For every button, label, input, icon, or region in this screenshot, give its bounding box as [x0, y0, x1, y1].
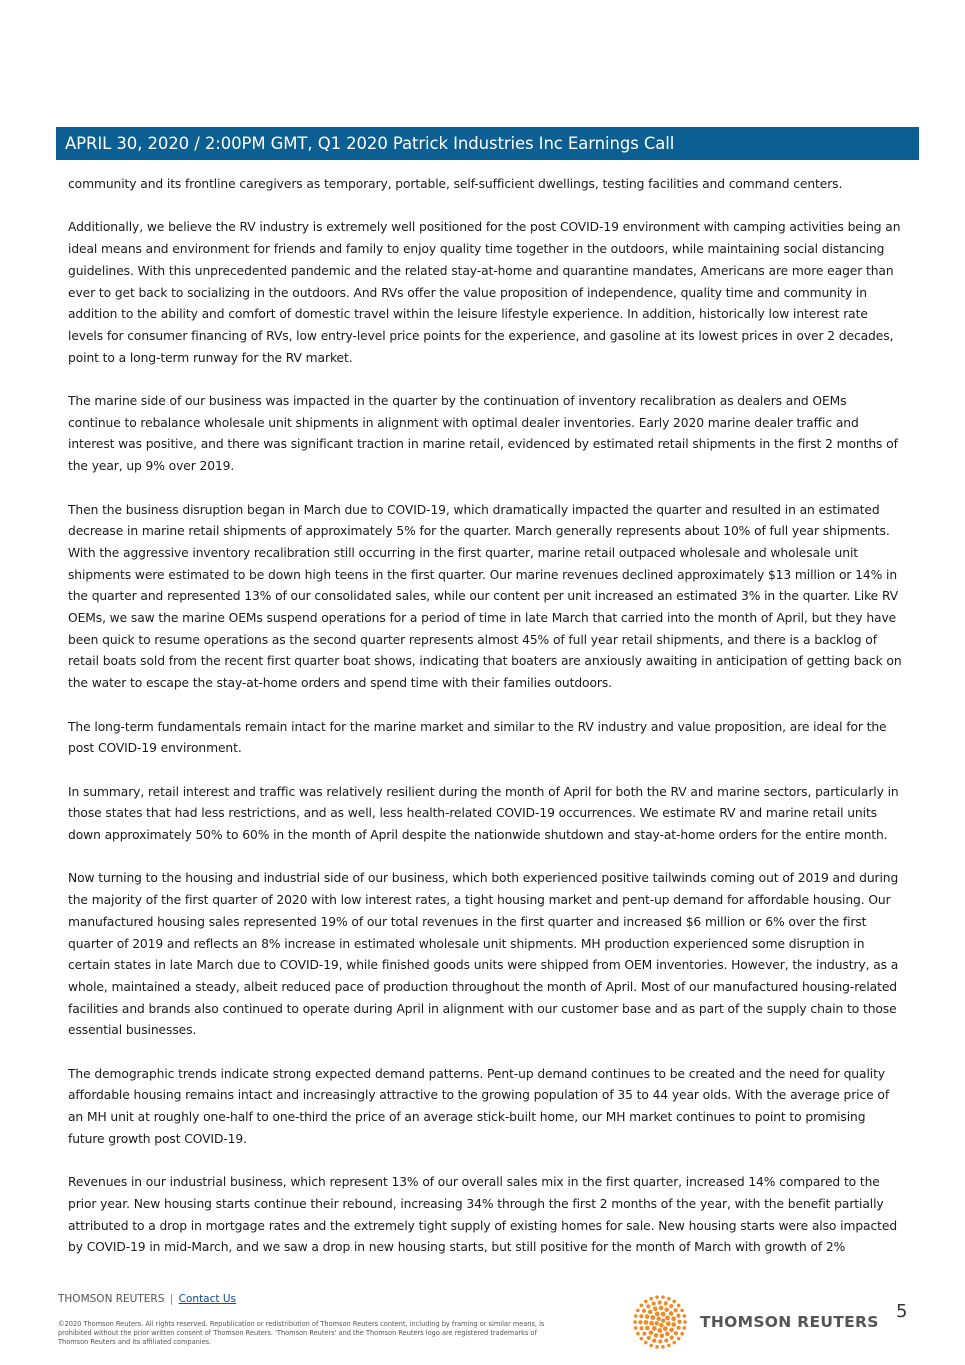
logo-dot: [642, 1309, 646, 1313]
transcript-body: [68, 174, 902, 1281]
logo-dot: [649, 1297, 653, 1301]
logo-dot: [667, 1344, 671, 1348]
logo-dot: [677, 1326, 681, 1330]
paragraph-5: The long-term fundamentals remain intact for the marine market and similar to the RV industry and value proposition, are ideal for the post COVID-19 environment.: [68, 719, 887, 756]
logo-dot: [655, 1345, 659, 1349]
logo-dot: [661, 1345, 665, 1349]
logo-dot: [677, 1320, 681, 1324]
logo-dot: [655, 1295, 659, 1299]
logo-dot: [677, 1337, 681, 1341]
logo-dot: [657, 1328, 662, 1333]
logo-dot: [664, 1307, 669, 1312]
logo-dot: [655, 1321, 659, 1325]
thomson-reuters-logo: [632, 1294, 879, 1350]
logo-dot: [650, 1315, 655, 1320]
logo-dot: [657, 1317, 661, 1321]
paragraph-7: Now turning to the housing and industrial side of our business, which both experienced positive tailwinds coming out of 2019 and during the majority of the first quarter of 2020 with low interest rates, a tight housing market and pent-up demand for affordable housing. Our manufactured housing sales represented 19% of our total revenues in the first quarter and increased $6 million or 6% over the first quarter of 2019 and reflects an 8% increase in estimated wholesale unit shipments. MH production experienced some disruption in certain states in late March due to COVID-19, while finished goods units were shipped from OEM inventories. However, the industry, as a whole, maintained a steady, albeit reduced pace of production throughout the month of April. Most of our manufactured housing-related facilities and brands also continued to operate during April in alignment with our customer base and as part of the supply chain to those essential businesses.: [68, 871, 899, 1038]
logo-dot: [639, 1326, 643, 1330]
logo-dot: [634, 1326, 638, 1330]
logo-dot: [644, 1341, 648, 1345]
logo-dot: [661, 1312, 666, 1317]
logo-dot: [633, 1320, 637, 1324]
logo-dot: [661, 1295, 665, 1299]
logo-dot: [682, 1314, 686, 1318]
logo-dot: [652, 1326, 657, 1331]
logo-dot: [664, 1301, 668, 1305]
logo-dot: [682, 1326, 686, 1330]
logo-dot: [660, 1334, 665, 1339]
logo-dot: [638, 1320, 642, 1324]
logo-dot: [648, 1310, 653, 1315]
contact-us-link[interactable]: Contact Us: [178, 1293, 236, 1305]
logo-dot: [636, 1332, 640, 1336]
logo-dot: [645, 1314, 650, 1319]
logo-dot: [645, 1326, 650, 1331]
paragraph-4: Then the business disruption began in March due to COVID-19, which dramatically impacted the quarter and resulted in an estimated decrease in marine retail shipments of approximately 5% for the quarter. March generally represents about 10% of full year shipments. With the aggressive inventory recalibration still occurring in the first quarter, marine retail outpaced wholesale and wholesale unit shipments were estimated to be down high teens in the first quarter. Our marine revenues declined approximately $13 million or 14% in the quarter and represented 13% of our consolidated sales, while our content per unit increased an estimated 3% in the quarter. Like RV OEMs, we saw the marine OEMs suspend operations for a period of time in late March that carried into the month of April, but they have been quick to resume operations as the second quarter represents almost 45% of full year retail shipments, and there is a backlog of retail boats sold from the recent first quarter boat shows, indicating that boaters are anxiously awaiting in anticipation of getting back on the water to escape the stay-at-home orders and spend time with their families outdoors.: [68, 502, 902, 691]
logo-dot: [672, 1300, 676, 1304]
logo-dot: [658, 1300, 662, 1304]
logo-dot: [659, 1306, 664, 1311]
header-title: APRIL 30, 2020 / 2:00PM GMT, Q1 2020 Patrick Industries Inc Earnings Call: [65, 134, 675, 153]
logo-dot: [649, 1330, 654, 1335]
footer-brand-line: [58, 1293, 236, 1305]
logo-dot: [652, 1339, 656, 1343]
paragraph-8: The demographic trends indicate strong expected demand patterns. Pent-up demand continues to be created and the need for quality affordable housing remains intact and increasingly attractive to the growing population of 35 to 44 year olds. With the average price of an MH unit at roughly one-half to one-third the price of an average stick-built home, our MH market continues to point to promising future growth post COVID-19.: [68, 1066, 890, 1146]
logo-dot: [653, 1307, 658, 1312]
logo-dot: [654, 1333, 659, 1338]
logo-dot: [634, 1314, 638, 1318]
logo-dot: [683, 1320, 687, 1324]
logo-dot: [639, 1304, 643, 1308]
logo-dot: [674, 1308, 678, 1312]
logo-dot: [663, 1326, 668, 1331]
paragraph-2: Additionally, we believe the RV industry is extremely well positioned for the post COVID-19 environment with camping activities being an ideal means and environment for friends and family to enjoy quality time together in the outdoors, while maintaining social distancing guidelines. With this unprecedented pandemic and the related stay-at-home and quarantine mandates, Americans are more eager than ever to get back to socializing in the outdoors. And RVs offer the value proposition of independence, quality time and community in addition to the ability and comfort of domestic travel within the leisure lifestyle experience. In addition, historically low interest rate levels for consumer financing of RVs, low entry-level price points for the experience, and gasoline at its lowest prices in over 2 decades, point to a long-term runway for the RV market.: [68, 220, 901, 365]
logo-dot: [665, 1316, 670, 1321]
logo-dot: [639, 1337, 643, 1341]
logo-dot: [639, 1314, 643, 1318]
logo-dot: [680, 1332, 684, 1336]
logo-dot: [642, 1332, 646, 1336]
logo-dot: [659, 1323, 663, 1327]
thomson-reuters-dot-sphere-icon: [632, 1294, 688, 1350]
paragraph-1: community and its frontline caregivers as temporary, portable, self-sufficient dwellings, testing facilities and command centers.: [68, 177, 843, 191]
header-banner: [56, 127, 919, 160]
logo-dot: [647, 1336, 651, 1340]
paragraph-9: Revenues in our industrial business, which represent 13% of our overall sales mix in the first quarter, increased 14% compared to the prior year. New housing starts continue their rebound, increasing 34% through the first 2 months of the year, with the benefit partially attributed to a drop in mortgage rates and the extremely tight supply of existing homes for sale. New housing starts were also impacted by COVID-19 in mid-March, and we saw a drop in new housing starts, but still positive for the month of March with growth of 2%: [68, 1175, 898, 1255]
logo-dot: [649, 1344, 653, 1348]
logo-dot: [649, 1321, 654, 1326]
page-number: 5: [896, 1301, 908, 1322]
logo-dot: [644, 1300, 648, 1304]
logo-dot: [644, 1320, 649, 1325]
logo-text: THOMSON REUTERS: [700, 1313, 879, 1331]
footer-separator: |: [169, 1293, 174, 1305]
logo-dot: [669, 1328, 674, 1333]
logo-dot: [672, 1341, 676, 1345]
logo-dot: [669, 1311, 674, 1316]
logo-dot: [671, 1316, 676, 1321]
logo-dot: [677, 1304, 681, 1308]
paragraph-6: In summary, retail interest and traffic was relatively resilient during the month of April for both the RV and marine sectors, particularly in those states that had less restrictions, and as well, less health-related COVID-19 occurrences. We estimate RV and marine retail units down approximately 50% to 60% in the month of April despite the nationwide shutdown and stay-at-home orders for the entire month.: [68, 784, 899, 843]
logo-dot: [655, 1312, 660, 1317]
paragraph-3: The marine side of our business was impacted in the quarter by the continuation of inventory recalibration as dealers and OEMs continue to rebalance wholesale unit shipments in alignment with optimal dealer inventories. Early 2020 marine dealer traffic and interest was positive, and there was significant traction in marine retail, evidenced by estimated retail shipments in the first 2 months of the year, up 9% over 2019.: [68, 394, 898, 474]
logo-dot: [664, 1338, 668, 1342]
logo-dot: [652, 1301, 656, 1305]
logo-dot: [670, 1336, 674, 1340]
copyright-notice: ©2020 Thomson Reuters. All rights reserved. Republication or redistribution of Thomson Reuters content, including by framing or similar means, is prohibited without the prior written consent of Thomson Reuters. 'Thomson Reuters' and the Thomson Reuters logo are registered trademarks of Thomson Reuters and its affiliated companies.: [58, 1320, 545, 1346]
logo-dot: [661, 1319, 665, 1323]
logo-dot: [676, 1314, 680, 1318]
logo-dot: [680, 1309, 684, 1313]
logo-dot: [636, 1309, 640, 1313]
logo-dot: [665, 1332, 670, 1337]
logo-dot: [658, 1339, 662, 1343]
logo-dot: [667, 1297, 671, 1301]
logo-dot: [671, 1322, 676, 1327]
logo-dot: [646, 1304, 650, 1308]
footer-brand-name: THOMSON REUTERS: [58, 1293, 165, 1305]
logo-dot: [669, 1304, 673, 1308]
logo-dot: [666, 1321, 671, 1326]
logo-dot: [674, 1331, 678, 1335]
